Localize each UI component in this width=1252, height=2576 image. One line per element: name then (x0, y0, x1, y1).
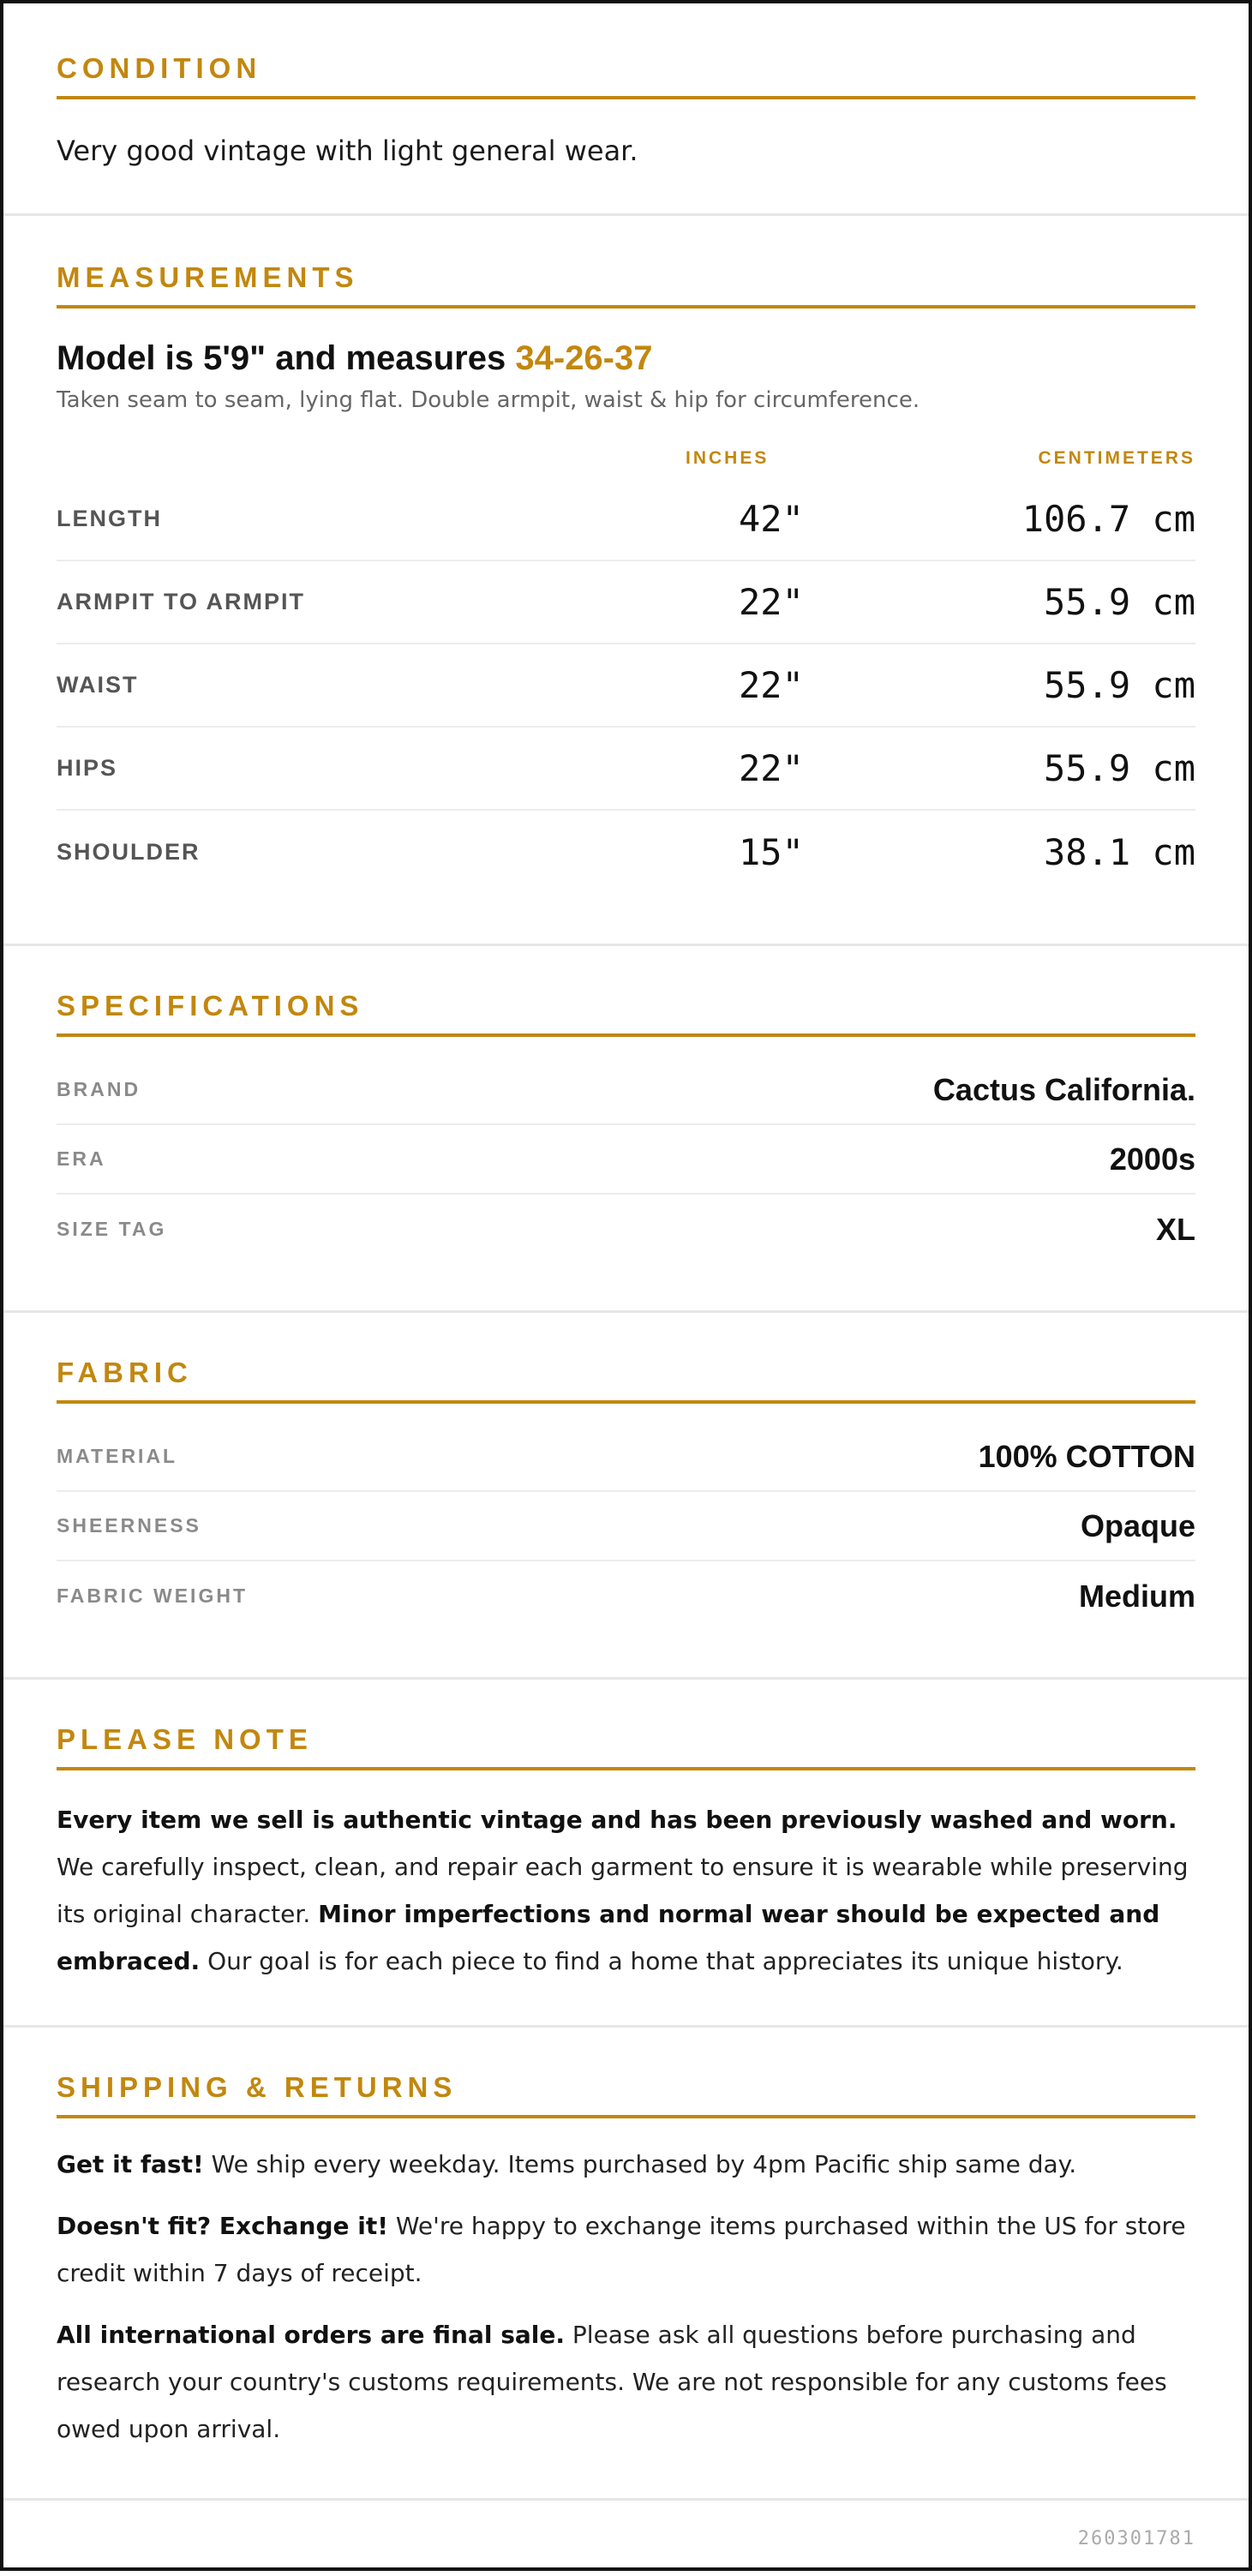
measurement-cm: 55.9 cm (1043, 581, 1195, 623)
measurement-note: Taken seam to seam, lying flat. Double armpit, waist & hip for circumference. (57, 387, 920, 413)
shipping-heading: SHIPPING & RETURNS (57, 2070, 1195, 2118)
specifications-section (3, 946, 1249, 1313)
measurement-label: HIPS (57, 755, 118, 781)
measurement-label: SHOULDER (57, 839, 201, 865)
condition-section (3, 3, 1249, 216)
condition-text: Very good vintage with light general wear. (57, 135, 638, 167)
fabric-label: FABRIC WEIGHT (57, 1585, 248, 1607)
note-bold-1: Every item we sell is authentic vintage and has been previously washed and worn. (57, 1806, 1177, 1834)
note-bold-2: Minor imperfections and normal wear should be expected and embraced. (57, 1900, 1160, 1975)
shipping-bold: All international orders are final sale. (57, 2321, 566, 2349)
shipping-copy: We're happy to exchange items purchased within the US for store credit within 7 days of receipt. (57, 2212, 1186, 2287)
fabric-heading: FABRIC (57, 1356, 1195, 1404)
shipping-copy: Please ask all questions before purchasing and research your country's customs requirements. We are not responsible for any customs fees owed upon arrival. (57, 2321, 1167, 2443)
spec-label: BRAND (57, 1078, 141, 1100)
shipping-section (3, 2028, 1249, 2501)
measurement-label: WAIST (57, 672, 139, 698)
shipping-copy: We ship every weekday. Items purchased by 4pm Pacific ship same day. (203, 2150, 1077, 2178)
measurement-cm: 106.7 cm (1021, 498, 1195, 540)
specifications-heading: SPECIFICATIONS (57, 989, 1195, 1037)
fabric-row-weight (57, 1561, 1195, 1631)
measurement-inches: 15" (739, 831, 804, 873)
measurement-table-header (57, 446, 1195, 471)
fabric-label: SHEERNESS (57, 1514, 201, 1537)
measurement-row-length (57, 478, 1195, 561)
measurement-table (57, 478, 1195, 894)
measurement-row-armpit (57, 561, 1195, 644)
measurements-section (3, 216, 1249, 946)
spec-label: ERA (57, 1147, 106, 1170)
shipping-paragraph-exchange (57, 2202, 1195, 2297)
shipping-paragraph-fast (57, 2141, 1195, 2188)
fabric-label: MATERIAL (57, 1445, 178, 1467)
measurement-label: LENGTH (57, 506, 162, 531)
spec-label: SIZE TAG (57, 1218, 167, 1240)
note-text-2: Our goal is for each piece to find a home that appreciates its unique history. (200, 1947, 1123, 1975)
please-note-section (3, 1680, 1249, 2028)
measurement-inches: 22" (739, 747, 804, 789)
measurements-heading: MEASUREMENTS (57, 261, 1195, 309)
please-note-heading: PLEASE NOTE (57, 1722, 1195, 1770)
measurement-cm: 55.9 cm (1043, 664, 1195, 706)
centimeters-column-header: CENTIMETERS (1038, 448, 1195, 468)
fabric-section (3, 1313, 1249, 1680)
fabric-list (57, 1423, 1195, 1631)
spec-value: 2000s (1109, 1141, 1195, 1177)
measurement-cm: 55.9 cm (1043, 747, 1195, 789)
note-text-1: We carefully inspect, clean, and repair each garment to ensure it is wearable while preserving its original character. (57, 1853, 1189, 1928)
measurement-inches: 42" (739, 498, 804, 540)
fabric-row-sheerness (57, 1492, 1195, 1561)
measurement-row-shoulder (57, 811, 1195, 894)
shipping-paragraph-international (57, 2311, 1195, 2453)
shipping-text (57, 2141, 1195, 2453)
inches-column-header: INCHES (686, 448, 770, 468)
model-measures-value: 34-26-37 (515, 339, 653, 377)
spec-value: Cactus California. (932, 1071, 1195, 1107)
fabric-value: Opaque (1080, 1507, 1195, 1543)
measurement-row-hips (57, 728, 1195, 811)
condition-heading: CONDITION (57, 51, 1195, 99)
fabric-value: Medium (1078, 1578, 1195, 1614)
shipping-bold: Doesn't fit? Exchange it! (57, 2212, 388, 2240)
model-prefix: Model is 5'9" and measures (57, 339, 506, 377)
fabric-value: 100% COTTON (978, 1438, 1195, 1474)
sku-number: 260301781 (1077, 2527, 1195, 2549)
spec-value: XL (1155, 1211, 1195, 1247)
footer (3, 2501, 1249, 2576)
measurement-cm: 38.1 cm (1043, 831, 1195, 873)
please-note-text (57, 1796, 1195, 1985)
fabric-row-material (57, 1423, 1195, 1492)
model-measurements (57, 338, 1195, 379)
measurement-row-waist (57, 644, 1195, 728)
spec-row-brand (57, 1056, 1195, 1125)
spec-row-size-tag (57, 1195, 1195, 1264)
measurement-inches: 22" (739, 664, 804, 706)
spec-row-era (57, 1125, 1195, 1195)
specifications-list (57, 1056, 1195, 1264)
measurement-label: ARMPIT TO ARMPIT (57, 589, 305, 614)
shipping-bold: Get it fast! (57, 2150, 204, 2178)
measurement-inches: 22" (739, 581, 804, 623)
